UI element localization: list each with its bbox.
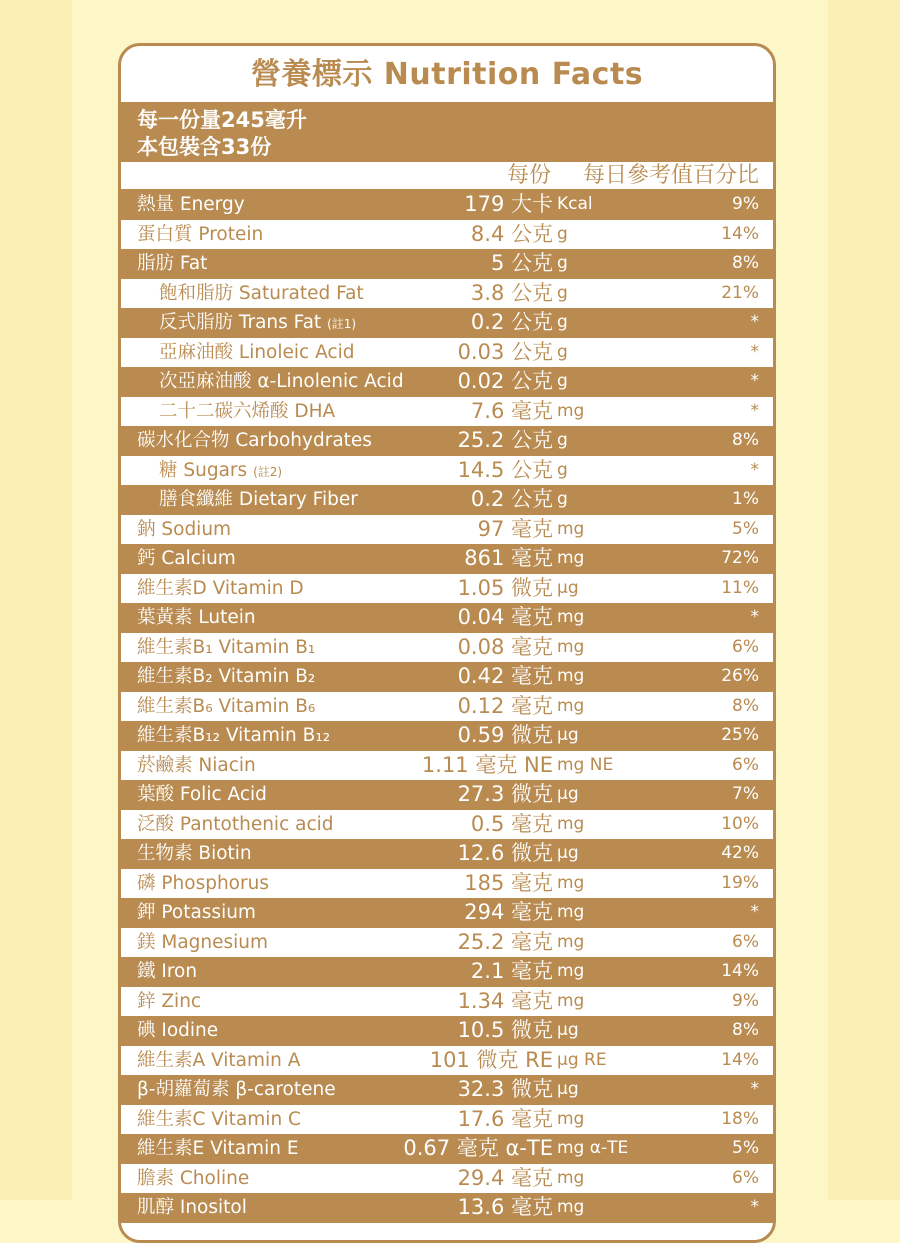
table-row xyxy=(121,1105,773,1135)
nutrient-name-text: 菸鹼素 Niacin xyxy=(137,754,256,776)
amount-unit: mg xyxy=(557,990,585,1011)
nutrient-name-text: 磷 Phosphorus xyxy=(137,872,269,894)
amount-per-serving: 1.34 毫克 xyxy=(457,988,553,1013)
table-row xyxy=(121,692,773,722)
amount-per-serving: 17.6 毫克 xyxy=(457,1106,553,1131)
table-row xyxy=(121,367,773,397)
amount-per-serving: 0.08 毫克 xyxy=(457,634,553,659)
table-row xyxy=(121,426,773,456)
amount-unit: mg NE xyxy=(557,754,614,775)
daily-value-percent: 5% xyxy=(732,518,759,539)
nutrient-name xyxy=(137,898,256,928)
amount-unit: mg xyxy=(557,518,585,539)
table-row xyxy=(121,308,773,338)
amount-per-serving: 12.6 微克 xyxy=(457,841,553,865)
nutrient-name-text: 維生素A Vitamin A xyxy=(137,1049,301,1071)
amount-per-serving: 0.03 公克 xyxy=(457,339,553,364)
amount-per-serving: 13.6 毫克 xyxy=(457,1195,553,1219)
table-row xyxy=(121,544,773,574)
amount-unit: g xyxy=(557,312,568,332)
amount-unit: mg xyxy=(557,1108,585,1129)
amount-per-serving: 27.3 微克 xyxy=(457,782,553,806)
nutrient-name-text: β-胡蘿蔔素 β-carotene xyxy=(137,1079,336,1100)
nutrient-name-text: 次亞麻油酸 α-Linolenic Acid xyxy=(159,371,404,392)
amount-unit: mg xyxy=(557,961,585,981)
amount-per-serving: 0.2 公克 xyxy=(470,310,553,334)
amount-per-serving: 0.04 毫克 xyxy=(457,605,553,629)
nutrient-name-text: 膳食纖維 Dietary Fiber xyxy=(159,489,358,510)
amount-unit: mg xyxy=(557,400,585,421)
table-row xyxy=(121,603,773,633)
amount-per-serving: 0.42 毫克 xyxy=(457,664,553,688)
nutrient-name xyxy=(137,1046,300,1076)
amount-per-serving: 32.3 微克 xyxy=(457,1077,553,1101)
nutrient-name-text: 鈣 Calcium xyxy=(137,548,236,569)
nutrient-name xyxy=(137,515,231,545)
nutrient-name xyxy=(137,780,267,810)
amount-per-serving: 0.5 毫克 xyxy=(470,811,553,836)
nutrient-name-text: 膽素 Choline xyxy=(137,1167,250,1189)
table-row xyxy=(121,751,773,781)
amount-unit: mg xyxy=(557,931,585,952)
amount-per-serving: 3.8 公克 xyxy=(470,280,553,305)
daily-value-percent: 8% xyxy=(732,1020,759,1040)
nutrient-name xyxy=(159,367,404,397)
table-row xyxy=(121,220,773,250)
table-row xyxy=(121,987,773,1017)
nutrient-name-text: 維生素B₂ Vitamin B₂ xyxy=(137,666,316,687)
nutrient-name xyxy=(137,633,315,663)
nutrient-name-text: 鉀 Potassium xyxy=(137,902,256,923)
table-row xyxy=(121,1193,773,1223)
nutrition-facts-panel xyxy=(118,43,776,1243)
amount-per-serving: 0.2 公克 xyxy=(470,487,553,511)
daily-value-percent: 11% xyxy=(721,577,759,598)
amount-unit: g xyxy=(557,430,568,450)
daily-value-percent: 1% xyxy=(732,489,759,509)
amount-per-serving: 8.4 公克 xyxy=(470,221,553,246)
column-header xyxy=(121,162,773,189)
nutrient-name xyxy=(137,1193,247,1223)
nutrient-name-text: 鋅 Zinc xyxy=(137,990,202,1012)
amount-unit: g xyxy=(557,282,568,303)
amount-per-serving: 7.6 毫克 xyxy=(470,398,553,423)
table-row xyxy=(121,780,773,810)
amount-unit: g xyxy=(557,223,568,244)
amount-unit: μg xyxy=(557,577,579,598)
nutrient-name xyxy=(137,692,315,722)
daily-value-percent: * xyxy=(750,400,759,421)
serving-size: 每一份量245毫升 xyxy=(137,108,307,132)
amount-unit: Kcal xyxy=(557,194,593,214)
nutrient-name-text: 泛酸 Pantothenic acid xyxy=(137,813,334,835)
daily-value-percent: 6% xyxy=(732,636,759,657)
daily-value-percent: 14% xyxy=(721,1049,759,1070)
amount-unit: g xyxy=(557,253,568,273)
nutrient-name-text: 維生素E Vitamin E xyxy=(137,1138,299,1159)
right-margin xyxy=(828,0,900,1200)
amount-unit: mg xyxy=(557,1197,585,1217)
table-row xyxy=(121,869,773,899)
amount-unit: mg xyxy=(557,666,585,686)
nutrient-name-text: 維生素B₁ Vitamin B₁ xyxy=(137,636,316,658)
nutrient-name xyxy=(137,1164,249,1194)
table-row xyxy=(121,190,773,220)
nutrient-name xyxy=(137,1134,299,1164)
nutrient-name-text: 亞麻油酸 Linoleic Acid xyxy=(159,341,355,363)
daily-value-percent: 14% xyxy=(721,961,759,981)
nutrient-name xyxy=(159,279,364,309)
daily-value-percent: 5% xyxy=(732,1138,759,1158)
nutrient-name-text: 肌醇 Inositol xyxy=(137,1197,247,1218)
table-row xyxy=(121,1046,773,1076)
amount-per-serving: 0.67 毫克 α-TE xyxy=(403,1136,553,1160)
amount-per-serving: 1.11 毫克 NE xyxy=(421,752,553,777)
nutrient-note: (註2) xyxy=(253,464,283,479)
daily-value-percent: * xyxy=(750,1197,759,1217)
nutrient-name-text: 葉黃素 Lutein xyxy=(137,607,256,628)
table-row xyxy=(121,456,773,486)
nutrient-name-text: 熱量 Energy xyxy=(137,194,245,215)
amount-per-serving: 5 公克 xyxy=(490,251,553,275)
daily-value-percent: * xyxy=(750,1079,759,1099)
table-row xyxy=(121,1016,773,1046)
amount-per-serving: 10.5 微克 xyxy=(457,1018,553,1042)
nutrient-name xyxy=(137,869,269,899)
nutrient-name-text: 維生素B₁₂ Vitamin B₁₂ xyxy=(137,725,331,746)
nutrient-name xyxy=(137,249,207,279)
daily-value-percent: * xyxy=(750,607,759,627)
nutrient-table xyxy=(121,190,773,1223)
table-row xyxy=(121,279,773,309)
amount-per-serving: 25.2 毫克 xyxy=(457,929,553,954)
amount-per-serving: 97 毫克 xyxy=(477,516,553,541)
table-row xyxy=(121,1164,773,1194)
nutrient-name-text: 鎂 Magnesium xyxy=(137,931,269,953)
amount-unit: mg xyxy=(557,607,585,627)
amount-unit: mg xyxy=(557,902,585,922)
amount-per-serving: 2.1 毫克 xyxy=(470,959,553,983)
nutrient-name-text: 蛋白質 Protein xyxy=(137,223,264,245)
nutrient-name xyxy=(137,574,304,604)
table-row xyxy=(121,249,773,279)
daily-value-percent: 19% xyxy=(721,872,759,893)
nutrient-name-text: 碳水化合物 Carbohydrates xyxy=(137,430,372,451)
table-row xyxy=(121,957,773,987)
nutrient-name xyxy=(137,987,201,1017)
table-row xyxy=(121,662,773,692)
daily-value-percent: 6% xyxy=(732,931,759,952)
nutrient-name xyxy=(137,544,236,574)
table-row xyxy=(121,721,773,751)
amount-per-serving: 861 毫克 xyxy=(464,546,553,570)
daily-value-percent: * xyxy=(750,459,759,480)
amount-unit: μg xyxy=(557,1020,579,1040)
table-row xyxy=(121,898,773,928)
nutrient-name-text: 葉酸 Folic Acid xyxy=(137,784,267,805)
daily-value-percent: 7% xyxy=(732,784,759,804)
nutrient-name-text: 鐵 Iron xyxy=(137,961,198,982)
amount-unit: mg xyxy=(557,636,585,657)
daily-value-percent: 8% xyxy=(732,430,759,450)
daily-value-percent: * xyxy=(750,312,759,332)
amount-per-serving: 101 微克 RE xyxy=(429,1047,553,1072)
nutrient-name xyxy=(137,220,263,250)
daily-value-percent: 42% xyxy=(721,843,759,863)
amount-unit: mg xyxy=(557,813,585,834)
daily-value-percent: 21% xyxy=(721,282,759,303)
amount-unit: μg xyxy=(557,784,579,804)
table-row xyxy=(121,633,773,663)
table-row xyxy=(121,928,773,958)
amount-per-serving: 294 毫克 xyxy=(464,900,553,924)
left-margin xyxy=(0,0,72,1200)
amount-unit: mg xyxy=(557,548,585,568)
nutrient-name xyxy=(159,338,354,368)
amount-per-serving: 185 毫克 xyxy=(464,870,553,895)
nutrient-name xyxy=(159,308,356,340)
table-row xyxy=(121,397,773,427)
daily-value-percent: 8% xyxy=(732,695,759,716)
nutrient-name-text: 二十二碳六烯酸 DHA xyxy=(159,400,336,422)
nutrient-name xyxy=(137,426,372,456)
nutrient-name-text: 碘 Iodine xyxy=(137,1020,219,1041)
daily-value-percent: 9% xyxy=(732,194,759,214)
amount-unit: μg xyxy=(557,725,579,745)
nutrient-name-text: 維生素B₆ Vitamin B₆ xyxy=(137,695,316,717)
nutrient-name-text: 生物素 Biotin xyxy=(137,843,252,864)
nutrient-name xyxy=(137,190,245,220)
nutrient-name xyxy=(137,810,334,840)
table-row xyxy=(121,338,773,368)
table-row xyxy=(121,1075,773,1105)
amount-unit: g xyxy=(557,341,568,362)
daily-value-percent: 18% xyxy=(721,1108,759,1129)
amount-unit: mg xyxy=(557,695,585,716)
servings-per-pack: 本包裝含33份 xyxy=(137,135,272,159)
amount-unit: μg xyxy=(557,843,579,863)
amount-unit: g xyxy=(557,489,568,509)
nutrient-name xyxy=(137,751,256,781)
nutrient-name xyxy=(137,957,197,987)
nutrient-name-text: 維生素C Vitamin C xyxy=(137,1108,301,1130)
daily-value-percent: 14% xyxy=(721,223,759,244)
nutrient-name xyxy=(159,485,358,515)
nutrient-name xyxy=(137,662,315,692)
nutrient-name-text: 糖 Sugars xyxy=(159,459,248,481)
daily-value-percent: 9% xyxy=(732,990,759,1011)
nutrient-name xyxy=(137,721,330,751)
per-serving-header: 每份 xyxy=(507,163,552,188)
table-row xyxy=(121,574,773,604)
daily-value-percent: * xyxy=(750,371,759,391)
nutrient-name-text: 脂肪 Fat xyxy=(137,253,208,274)
nutrient-name xyxy=(159,397,335,427)
nutrient-name xyxy=(137,1075,336,1105)
daily-value-percent: 8% xyxy=(732,253,759,273)
amount-unit: mg xyxy=(557,1167,585,1188)
table-row xyxy=(121,485,773,515)
daily-value-percent: 26% xyxy=(721,666,759,686)
amount-per-serving: 0.02 公克 xyxy=(457,369,553,393)
amount-per-serving: 25.2 公克 xyxy=(457,428,553,452)
amount-per-serving: 14.5 公克 xyxy=(457,457,553,482)
nutrient-name xyxy=(137,1105,301,1135)
amount-per-serving: 1.05 微克 xyxy=(457,575,553,600)
nutrient-name xyxy=(137,1016,218,1046)
nutrient-name xyxy=(159,456,282,488)
nutrient-note: (註1) xyxy=(327,317,357,331)
table-row xyxy=(121,1134,773,1164)
amount-unit: g xyxy=(557,459,568,480)
amount-per-serving: 0.59 微克 xyxy=(457,723,553,747)
amount-per-serving: 179 大卡 xyxy=(464,192,553,216)
panel-title: 營養標示 Nutrition Facts xyxy=(250,57,644,92)
nutrient-name-text: 鈉 Sodium xyxy=(137,518,232,540)
nutrient-name-text: 反式脂肪 Trans Fat xyxy=(159,312,322,333)
amount-unit: mg α-TE xyxy=(557,1138,629,1158)
amount-unit: μg RE xyxy=(557,1049,607,1070)
table-row xyxy=(121,810,773,840)
nutrient-name xyxy=(137,839,252,869)
daily-value-percent: 72% xyxy=(721,548,759,568)
amount-unit: g xyxy=(557,371,568,391)
nutrient-name xyxy=(137,603,256,633)
nutrient-name-text: 維生素D Vitamin D xyxy=(137,577,304,599)
daily-value-percent: 25% xyxy=(721,725,759,745)
nutrient-name xyxy=(137,928,268,958)
amount-unit: mg xyxy=(557,872,585,893)
daily-value-percent: * xyxy=(750,341,759,362)
daily-value-percent: 10% xyxy=(721,813,759,834)
amount-unit: μg xyxy=(557,1079,579,1099)
amount-per-serving: 29.4 毫克 xyxy=(457,1165,553,1190)
daily-value-percent: 6% xyxy=(732,754,759,775)
nutrient-name-text: 飽和脂肪 Saturated Fat xyxy=(159,282,364,304)
table-row xyxy=(121,839,773,869)
daily-value-percent: * xyxy=(750,902,759,922)
daily-value-percent: 6% xyxy=(732,1167,759,1188)
table-row xyxy=(121,515,773,545)
daily-value-header: 每日參考值百分比 xyxy=(582,163,759,188)
amount-per-serving: 0.12 毫克 xyxy=(457,693,553,718)
